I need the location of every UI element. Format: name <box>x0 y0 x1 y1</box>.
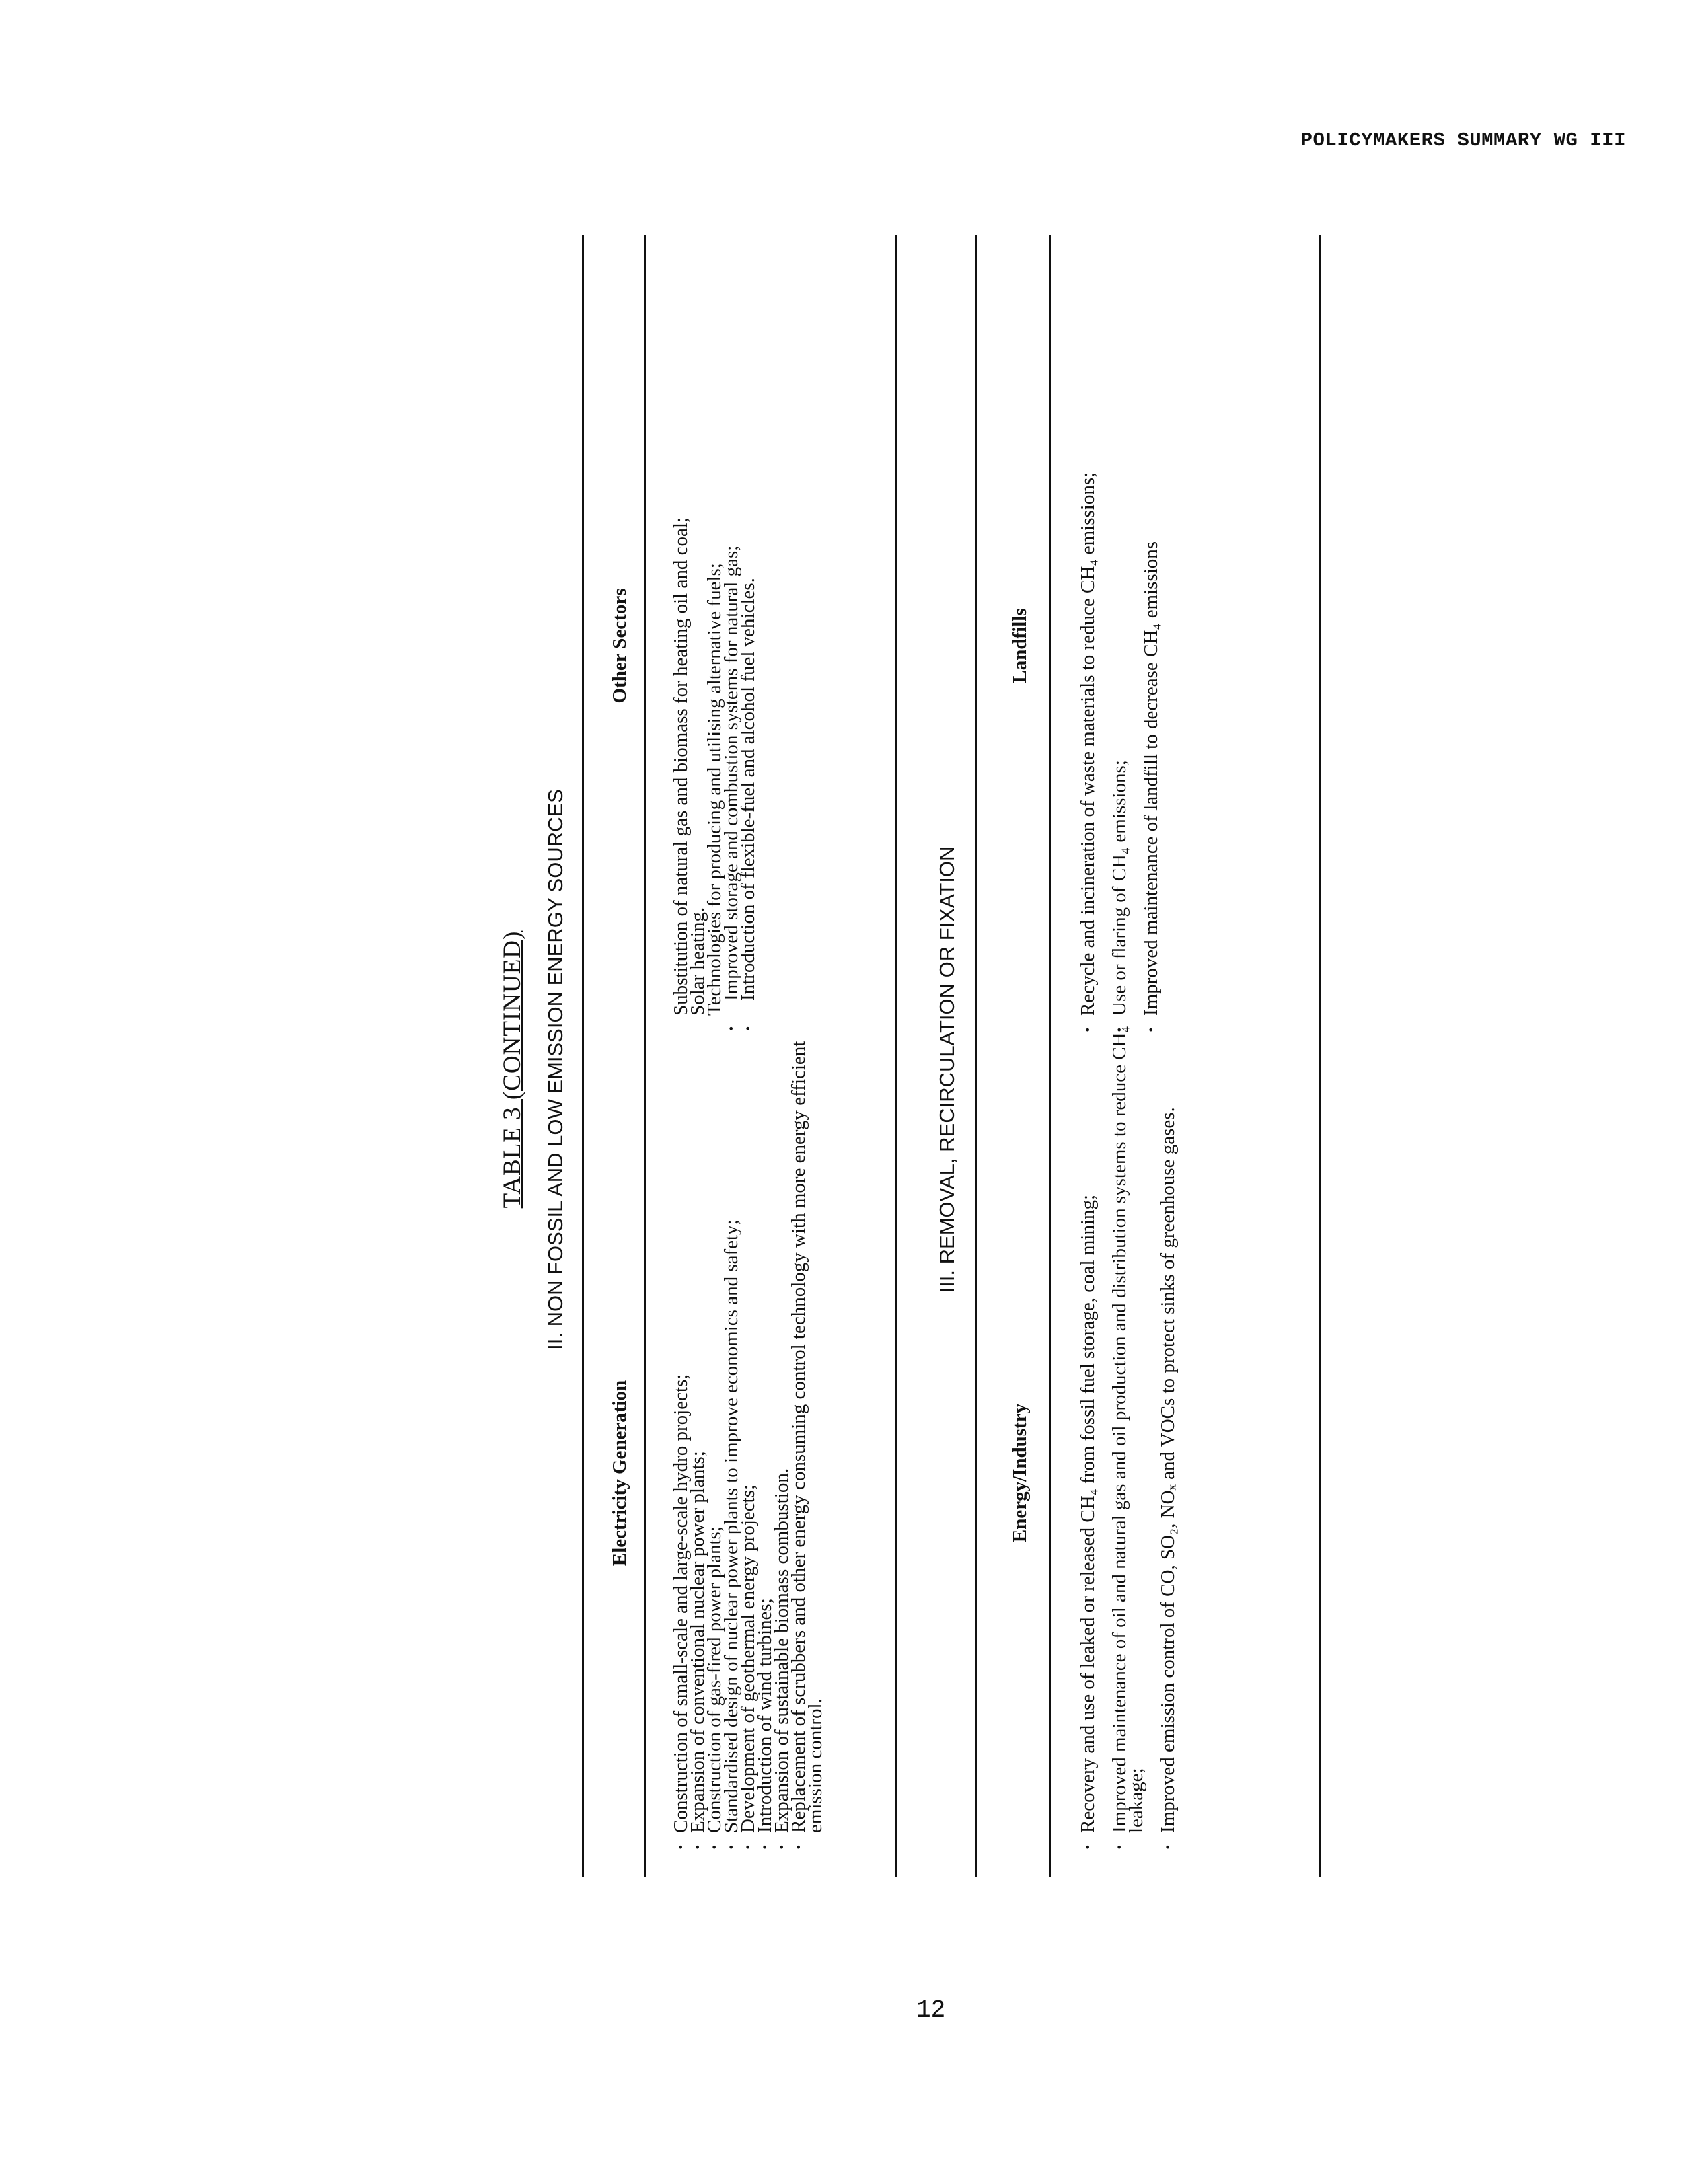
page-number: 12 <box>916 1996 946 2024</box>
list-item: Technologies for producing and utilising alternative fuels; <box>704 563 725 1016</box>
list-item: · Recycle and incineration of waste materials to reduce CH₄ emissions; <box>1080 229 1097 1036</box>
list-item: · Recovery and use of leaked or released CH₄ from fossil fuel storage, coal mining; <box>1080 1012 1097 1853</box>
section-iii-title: III. REMOVAL, RECIRCULATION OR FIXATION <box>935 845 959 1293</box>
electricity-generation-list <box>670 1006 826 1853</box>
energy-industry-list <box>1077 1012 1191 1853</box>
rule-head-ii <box>644 235 646 1877</box>
section-ii-title: II. NON FOSSIL AND LOW EMISSION ENERGY SOURCES <box>544 789 567 1350</box>
table-title-text: TABLE 3 (CONTINUED) <box>498 930 526 1209</box>
rule-top-iii <box>975 235 977 1877</box>
rule-bottom-ii <box>895 235 897 1877</box>
table-title <box>498 209 527 1930</box>
list-subitem: · Introduction of flexible-fuel and alcohol fuel vehicles. <box>740 229 757 1036</box>
list-item: · Use or flaring of CH₄ emissions; <box>1111 229 1128 1036</box>
rule-head-iii <box>1049 235 1051 1877</box>
running-header: POLICYMAKERS SUMMARY WG III <box>1300 129 1626 151</box>
rotated-table <box>471 209 1440 1930</box>
list-item: · Standardised design of nuclear power plants to improve economics and safety; <box>723 1006 740 1853</box>
column-head-energy-industry: Energy/Industry <box>1009 1403 1031 1543</box>
list-item: Substitution of natural gas and biomass for heating oil and coal; <box>670 517 692 1016</box>
list-item: · Construction of gas-fired power plants; <box>706 1006 723 1853</box>
list-item: · Improved emission control of CO, SO₂, NOₓ and VOCs to protect sinks of greenhouse gases. <box>1160 1012 1177 1853</box>
column-head-landfills: Landfills <box>1009 608 1031 683</box>
landfills-list <box>1077 229 1175 1036</box>
list-item: · Improved maintenance of landfill to decrease CH₄ emissions <box>1143 229 1160 1036</box>
list-item: · Expansion of conventional nuclear power plants; <box>690 1006 706 1853</box>
list-item: · Replacement of scrubbers and other energy consuming control technology with more energy efficient emission control. <box>790 1006 824 1853</box>
list-item: Solar heating. <box>687 907 708 1016</box>
other-sectors-list <box>670 229 759 1036</box>
list-item: · Improved maintenance of oil and natural gas and oil production and distribution systems to reduce CH₄ leakage; <box>1111 1012 1145 1853</box>
column-head-other-sectors: Other Sectors <box>609 588 630 704</box>
list-item: · Introduction of wind turbines; <box>757 1006 774 1853</box>
list-subitem: · Improved storage and combustion systems for natural gas; <box>723 229 740 1036</box>
column-head-electricity-generation: Electricity Generation <box>609 1380 630 1567</box>
rule-top <box>582 235 584 1877</box>
list-item: · Construction of small-scale and large-scale hydro projects; <box>673 1006 690 1853</box>
list-item: · Development of geothermal energy projects; <box>740 1006 757 1853</box>
list-item: · Expansion of sustainable biomass combustion. <box>774 1006 790 1853</box>
rule-bottom-iii <box>1319 235 1321 1877</box>
